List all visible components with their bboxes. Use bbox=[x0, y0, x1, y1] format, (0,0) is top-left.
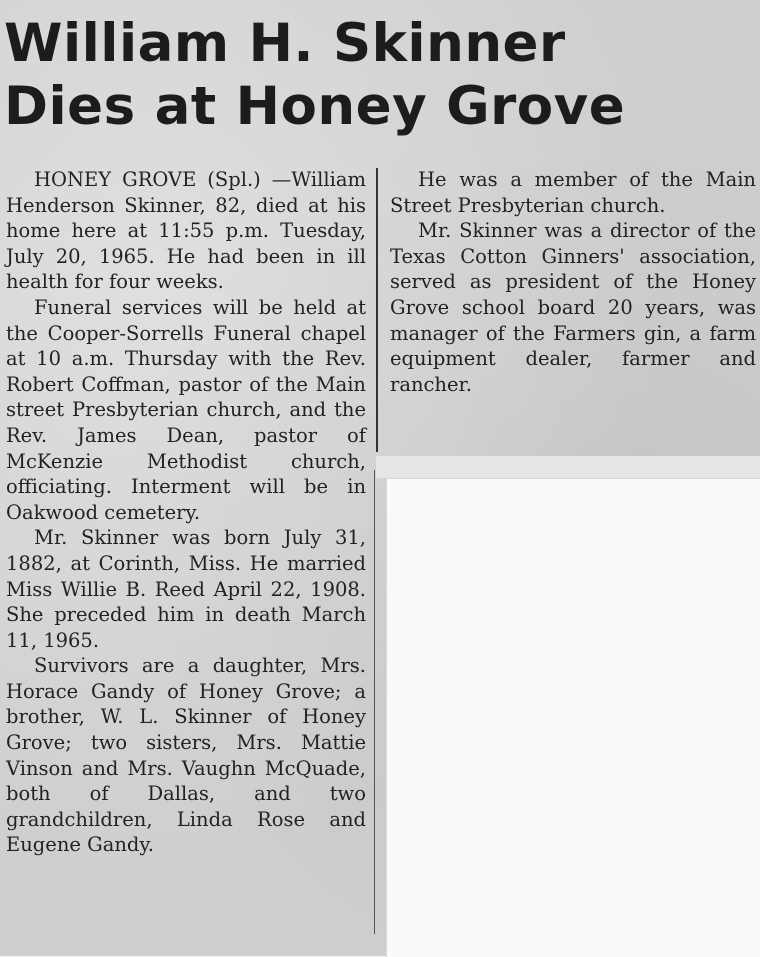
left-column bbox=[6, 167, 366, 858]
paragraph-funeral-services: Funeral services will be held at the Cooper-Sorrells Funeral chapel at 10 a.m. Thursday with the Rev. Robert Coffman, pastor of the Main street Presbyterian church, and the Rev. James Dean, pastor of McKenzie Methodist church, officiating. Interment will be in Oakwood cemetery. bbox=[6, 295, 366, 524]
column-rule-lower bbox=[374, 470, 375, 934]
right-column bbox=[390, 167, 756, 397]
paragraph-death-notice: HONEY GROVE (Spl.) —William Henderson Skinner, 82, died at his home here at 11:55 p.m. Tuesday, July 20, 1965. He had been in ill health for four weeks. bbox=[6, 168, 366, 294]
paragraph-career: Mr. Skinner was a director of the Texas Cotton Ginners' association, served as president of the Honey Grove school board 20 years, was manager of the Farmers gin, a farm equipment dealer, farmer and rancher. bbox=[390, 219, 756, 396]
paragraph-survivors: Survivors are a daughter, Mrs. Horace Gandy of Honey Grove; a brother, W. L. Skinner of Honey Grove; two sisters, Mrs. Mattie Vinson and Mrs. Vaughn McQuade, both of Dallas, and two grandchildren, Linda Rose and Eugene Gandy. bbox=[6, 654, 366, 857]
paragraph-church-member: He was a member of the Main Street Presbyterian church. bbox=[390, 168, 756, 217]
headline-line-1: William H. Skinner bbox=[4, 13, 566, 74]
paragraph-birth-marriage: Mr. Skinner was born July 31, 1882, at Corinth, Miss. He married Miss Willie B. Reed April 22, 1908. She preceded him in death March 11, 1965. bbox=[6, 526, 366, 652]
headline bbox=[4, 12, 756, 138]
blank-paper-area bbox=[386, 478, 760, 957]
headline-line-2: Dies at Honey Grove bbox=[4, 76, 626, 137]
column-rule bbox=[376, 168, 378, 452]
clipping-edge bbox=[376, 456, 760, 478]
